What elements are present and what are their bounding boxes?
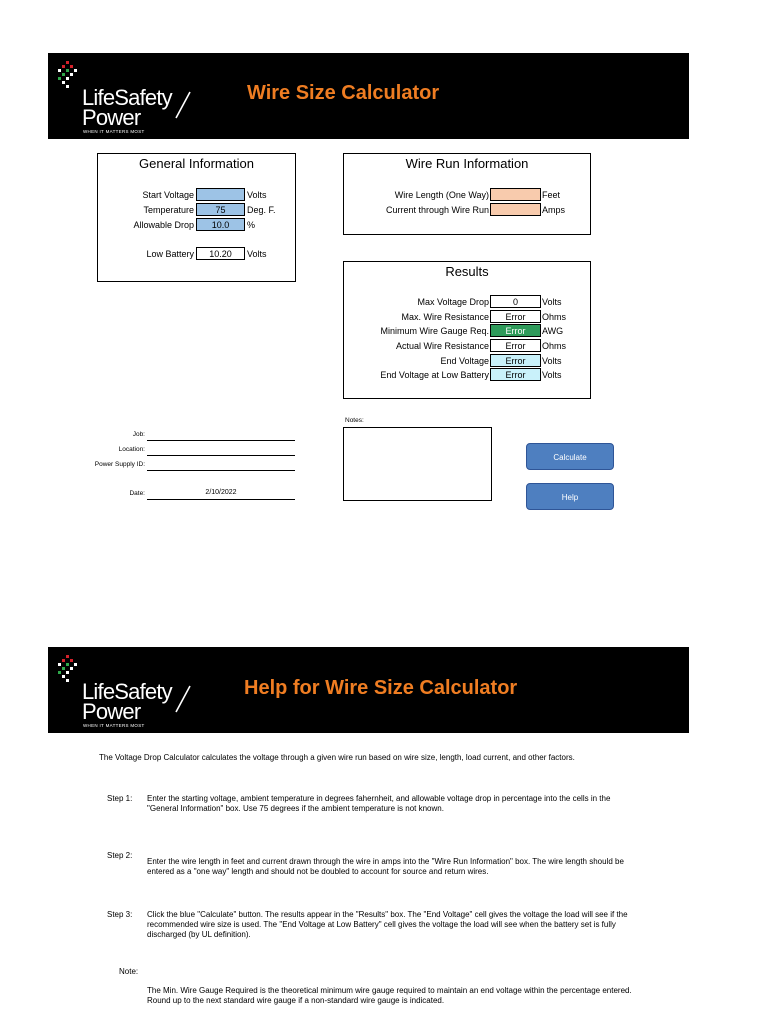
help-button[interactable]: Help xyxy=(526,483,614,510)
actual-wire-resistance-label: Actual Wire Resistance xyxy=(395,341,489,351)
wire-run-information-title: Wire Run Information xyxy=(405,156,529,171)
logo-dots-icon xyxy=(54,59,82,93)
step2-text: Enter the wire length in feet and current drawn through the wire in amps into the "Wire Run Information" box. The wire length should be entered as a "one way" length and should not be doubled to account for source and return wires. xyxy=(147,857,624,876)
note-label: Note: xyxy=(119,967,139,976)
step1-text: Enter the starting voltage, ambient temperature in degrees fahernheit, and allowable voltage drop in percentage into the cells in the "General Information" box. Use 75 degrees if the ambient temperature is not known. xyxy=(147,794,611,813)
max-wire-resistance-unit: Ohms xyxy=(542,312,567,322)
end-voltage-unit: Volts xyxy=(542,356,562,366)
allowable-drop-input[interactable]: 10.0 xyxy=(196,218,245,231)
min-wire-gauge-value: Error xyxy=(490,324,541,337)
allowable-drop-unit: % xyxy=(247,220,256,230)
logo-text-line1: LifeSafety xyxy=(82,679,172,704)
date-field[interactable] xyxy=(147,499,295,500)
calculator-banner xyxy=(48,53,689,139)
max-voltage-drop-value: 0 xyxy=(490,295,541,308)
location-label: Location: xyxy=(118,446,145,453)
current-label: Current through Wire Run xyxy=(385,205,489,215)
wire-length-label: Wire Length (One Way) xyxy=(394,190,489,200)
lifesafety-power-logo xyxy=(54,59,194,133)
page-title: Wire Size Calculator xyxy=(247,82,440,104)
actual-wire-resistance-unit: Ohms xyxy=(542,341,567,351)
date-label: Date: xyxy=(129,490,145,497)
low-battery-unit: Volts xyxy=(247,249,267,259)
logo-text-line2: Power xyxy=(82,699,141,724)
max-voltage-drop-unit: Volts xyxy=(542,297,562,307)
step1-label: Step 1: xyxy=(107,794,133,803)
logo-tagline: WHEN IT MATTERS MOST xyxy=(83,129,145,134)
location-field[interactable] xyxy=(147,455,295,456)
job-field[interactable] xyxy=(147,440,295,441)
min-wire-gauge-label: Minimum Wire Gauge Req. xyxy=(380,326,489,336)
actual-wire-resistance-value: Error xyxy=(490,339,541,352)
power-supply-id-label: Power Supply ID: xyxy=(94,461,145,468)
current-unit: Amps xyxy=(542,205,566,215)
allowable-drop-label: Allowable Drop xyxy=(133,220,194,230)
start-voltage-input[interactable] xyxy=(196,188,245,201)
start-voltage-label: Start Voltage xyxy=(142,190,194,200)
step2-label: Step 2: xyxy=(107,851,133,860)
end-voltage-value: Error xyxy=(490,354,541,367)
logo-swoosh-icon xyxy=(170,684,194,714)
end-voltage-low-battery-label: End Voltage at Low Battery xyxy=(380,370,489,380)
general-information-title: General Information xyxy=(139,156,254,171)
date-value: 2/10/2022 xyxy=(205,489,237,496)
max-wire-resistance-value: Error xyxy=(490,310,541,323)
help-intro: The Voltage Drop Calculator calculates the voltage through a given wire run based on wire size, length, load current, and other factors. xyxy=(99,753,575,762)
help-banner xyxy=(48,647,689,733)
temperature-unit: Deg. F. xyxy=(247,205,276,215)
min-wire-gauge-unit: AWG xyxy=(542,326,564,336)
logo-swoosh-icon xyxy=(170,90,194,120)
wire-length-input[interactable] xyxy=(490,188,541,201)
help-title: Help for Wire Size Calculator xyxy=(244,677,518,699)
current-input[interactable] xyxy=(490,203,541,216)
logo-dots-icon xyxy=(54,653,82,687)
end-voltage-label: End Voltage xyxy=(440,356,489,366)
low-battery-input[interactable]: 10.20 xyxy=(196,247,245,260)
logo-text-line1: LifeSafety xyxy=(82,85,172,110)
step3-label: Step 3: xyxy=(107,910,133,919)
calculate-button[interactable]: Calculate xyxy=(526,443,614,470)
start-voltage-unit: Volts xyxy=(247,190,267,200)
step3-text: Click the blue "Calculate" button. The results appear in the "Results" box. The "End Voltage" cell gives the voltage the load will see if the recommended wire size is used. The "End Voltage at Low Battery" cell gives the voltage the load will see when the battery set is fully discharged (by UL definition). xyxy=(147,910,628,939)
max-wire-resistance-label: Max. Wire Resistance xyxy=(401,312,489,322)
temperature-label: Temperature xyxy=(143,205,194,215)
note-text: The Min. Wire Gauge Required is the theoretical minimum wire gauge required to maintain an end voltage within the percentage entered. Round up to the next standard wire gauge if a non-standard wire gauge is indicated. xyxy=(147,986,632,1005)
results-title: Results xyxy=(445,264,489,279)
lifesafety-power-logo xyxy=(54,653,194,727)
end-voltage-low-battery-value: Error xyxy=(490,368,541,381)
notes-label: Notes: xyxy=(345,417,364,424)
power-supply-id-field[interactable] xyxy=(147,470,295,471)
logo-text-line2: Power xyxy=(82,105,141,130)
logo-tagline: WHEN IT MATTERS MOST xyxy=(83,723,145,728)
low-battery-label: Low Battery xyxy=(146,249,194,259)
end-voltage-low-battery-unit: Volts xyxy=(542,370,562,380)
job-label: Job: xyxy=(132,431,145,438)
notes-textarea[interactable] xyxy=(343,427,492,501)
wire-length-unit: Feet xyxy=(542,190,561,200)
max-voltage-drop-label: Max Voltage Drop xyxy=(417,297,489,307)
temperature-input[interactable]: 75 xyxy=(196,203,245,216)
